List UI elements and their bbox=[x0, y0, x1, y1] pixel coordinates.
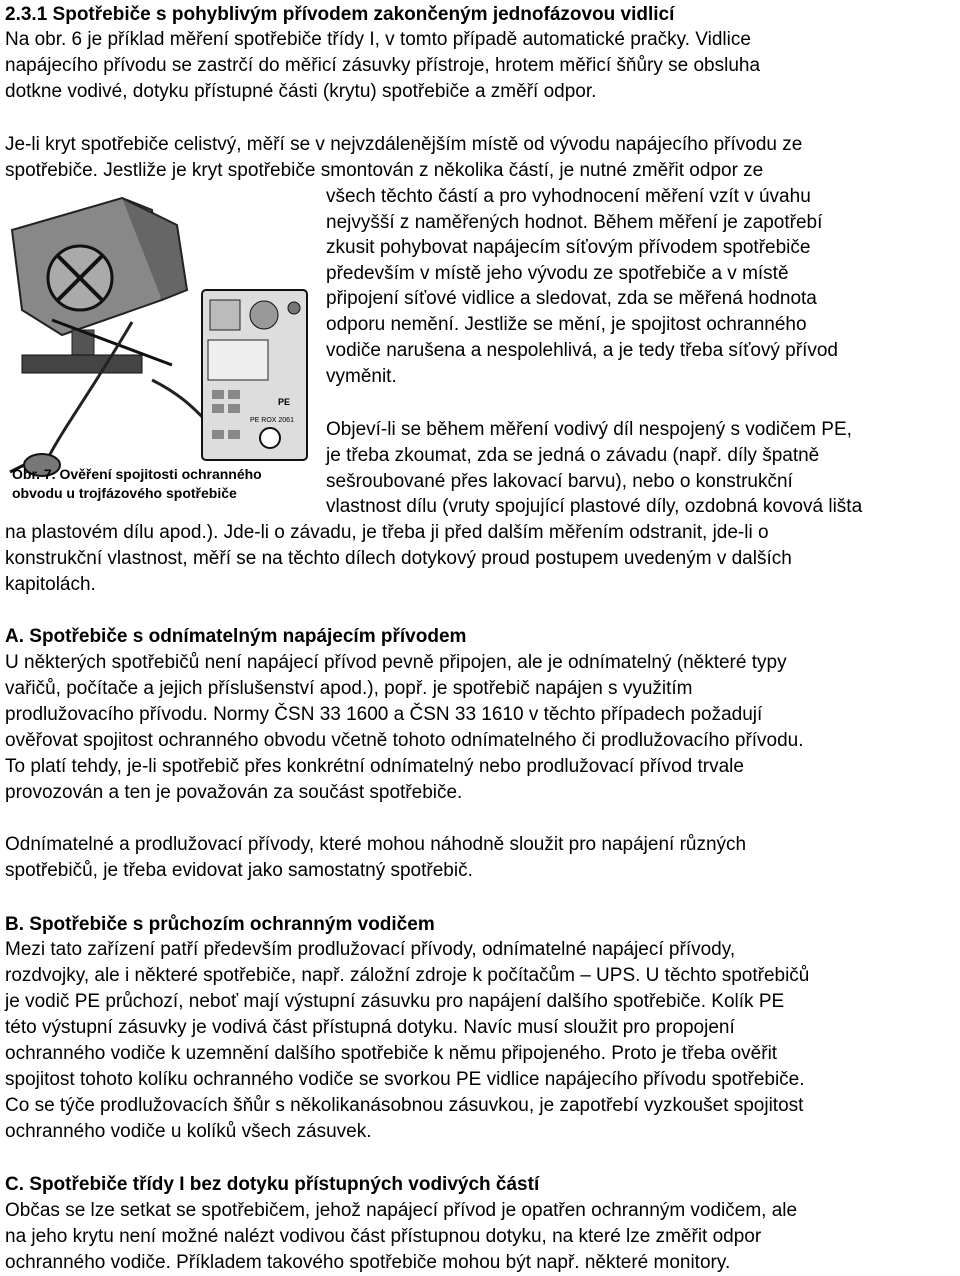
paragraph-line: kapitolách. bbox=[5, 574, 96, 595]
section-heading: 2.3.1 Spotřebiče s pohyblivým přívodem zakončeným jednofázovou vidlicí bbox=[5, 4, 675, 25]
paragraph-line: na plastovém dílu apod.). Jde-li o závadu, je třeba ji před dalším měřením odstranit, jde-li o bbox=[5, 522, 769, 543]
tester-device bbox=[202, 290, 307, 460]
paragraph-line: sešroubované přes lakovací barvu), nebo o konstrukční bbox=[326, 471, 793, 492]
paragraph-line: Odnímatelné a prodlužovací přívody, které mohou náhodně sloužit pro napájení různých bbox=[5, 834, 747, 855]
paragraph-line: Co se týče prodlužovacích šňůr s několikanásobnou zásuvkou, je zapotřebí vyzkoušet spojitost bbox=[5, 1095, 804, 1116]
paragraph-line: spotřebiče. Jestliže je kryt spotřebiče smontován z několika částí, je nutné změřit odpor ze bbox=[5, 160, 764, 181]
paragraph-line: zkusit pohybovat napájecím síťovým přívodem spotřebiče bbox=[326, 237, 811, 258]
paragraph-line: na jeho krytu není možné nalézt vodivou část přístupnou dotyku, na které lze změřit odpor bbox=[5, 1226, 762, 1247]
paragraph-line: ověřovat spojitost ochranného obvodu včetně tohoto odnímatelného či prodlužovacího přívodu. bbox=[5, 730, 804, 751]
paragraph-line: především v místě jeho vývodu ze spotřebiče a v místě bbox=[326, 263, 789, 284]
paragraph-line: rozdvojky, ale i některé spotřebiče, např. záložní zdroje k počítačům – UPS. U těchto spotřebičů bbox=[5, 965, 810, 986]
paragraph-line: nejvyšší z naměřených hodnot. Během měření je zapotřebí bbox=[326, 212, 823, 233]
paragraph-line: prodlužovacího přívodu. Normy ČSN 33 1600 a ČSN 33 1610 v těchto případech požadují bbox=[5, 704, 763, 725]
paragraph-line: Objeví-li se během měření vodivý díl nespojený s vodičem PE, bbox=[326, 419, 852, 440]
paragraph-line: provozován a ten je považován za součást spotřebiče. bbox=[5, 782, 463, 803]
figure-caption-line-1: Obr. 7. Ověření spojitosti ochranného bbox=[12, 466, 262, 482]
paragraph-line: vyměnit. bbox=[326, 366, 397, 387]
paragraph-line: napájecího přívodu se zastrčí do měřicí zásuvky přístroje, hrotem měřicí šňůry se obsluha bbox=[5, 55, 761, 76]
paragraph-line: ochranného vodiče k uzemnění dalšího spotřebiče k němu připojeného. Proto je třeba ověřit bbox=[5, 1043, 778, 1064]
paragraph-line: spotřebičů, je třeba evidovat jako samostatný spotřebič. bbox=[5, 860, 473, 881]
section-heading: C. Spotřebiče třídy I bez dotyku přístupných vodivých částí bbox=[5, 1174, 540, 1195]
paragraph-line: je vodič PE průchozí, neboť mají výstupní zásuvku pro napájení dalšího spotřebiče. Kolík PE bbox=[5, 991, 785, 1012]
paragraph-line: ochranného vodiče u kolíků všech zásuvek. bbox=[5, 1121, 372, 1142]
paragraph-line: To platí tehdy, je-li spotřebič přes konkrétní odnímatelný nebo prodlužovací přívod trvale bbox=[5, 756, 744, 777]
device-model: PE ROX 2061 bbox=[250, 417, 294, 424]
paragraph-line: vodiče narušena a nespolehlivá, a je tedy třeba síťový přívod bbox=[326, 340, 838, 361]
device-label: PE bbox=[278, 397, 291, 407]
figure-illustration bbox=[2, 190, 314, 510]
paragraph-line: U některých spotřebičů není napájecí přívod pevně připojen, ale je odnímatelný (některé typy bbox=[5, 652, 787, 673]
paragraph-line: této výstupní zásuvky je vodivá část přístupná dotyku. Navíc musí sloužit pro propojení bbox=[5, 1017, 735, 1038]
figure-caption-line-2: obvodu u trojfázového spotřebiče bbox=[12, 485, 237, 501]
paragraph-line: Je-li kryt spotřebiče celistvý, měří se v nejvzdálenějším místě od vývodu napájecího přívodu ze bbox=[5, 134, 803, 155]
section-heading: A. Spotřebiče s odnímatelným napájecím přívodem bbox=[5, 626, 467, 647]
appliance-drawing bbox=[12, 198, 187, 373]
paragraph-line: ochranného vodiče. Příkladem takového spotřebiče mohou být např. některé monitory. bbox=[5, 1252, 731, 1273]
paragraph-line: konstrukční vlastnost, měří se na těchto dílech dotykový proud postupem uvedeným v dalších bbox=[5, 548, 792, 569]
paragraph-line: dotkne vodivé, dotyku přístupné části (krytu) spotřebiče a změří odpor. bbox=[5, 81, 597, 102]
section-heading: B. Spotřebiče s průchozím ochranným vodičem bbox=[5, 914, 435, 935]
paragraph-line: spojitost tohoto kolíku ochranného vodiče se svorkou PE vidlice napájecího přívodu spotřebiče. bbox=[5, 1069, 805, 1090]
paragraph-line: Na obr. 6 je příklad měření spotřebiče třídy I, v tomto případě automatické pračky. Vidlice bbox=[5, 29, 751, 50]
paragraph-line: vařičů, počítače a jejich příslušenství apod.), popř. je spotřebič napájen s využitím bbox=[5, 678, 693, 699]
paragraph-line: všech těchto částí a pro vyhodnocení měření vzít v úvahu bbox=[326, 186, 811, 207]
paragraph-line: odporu nemění. Jestliže se mění, je spojitost ochranného bbox=[326, 314, 807, 335]
paragraph-line: připojení síťové vidlice a sledovat, zda se měřená hodnota bbox=[326, 288, 817, 309]
paragraph-line: Občas se lze setkat se spotřebičem, jehož napájecí přívod je opatřen ochranným vodičem, ale bbox=[5, 1200, 798, 1221]
paragraph-line: je třeba zkoumat, zda se jedná o závadu (např. díly špatně bbox=[326, 445, 820, 466]
paragraph-line: Mezi tato zařízení patří především prodlužovací přívody, odnímatelné napájecí přívody, bbox=[5, 939, 736, 960]
paragraph-line: vlastnost dílu (vruty spojující plastové díly, ozdobná kovová lišta bbox=[326, 496, 863, 517]
